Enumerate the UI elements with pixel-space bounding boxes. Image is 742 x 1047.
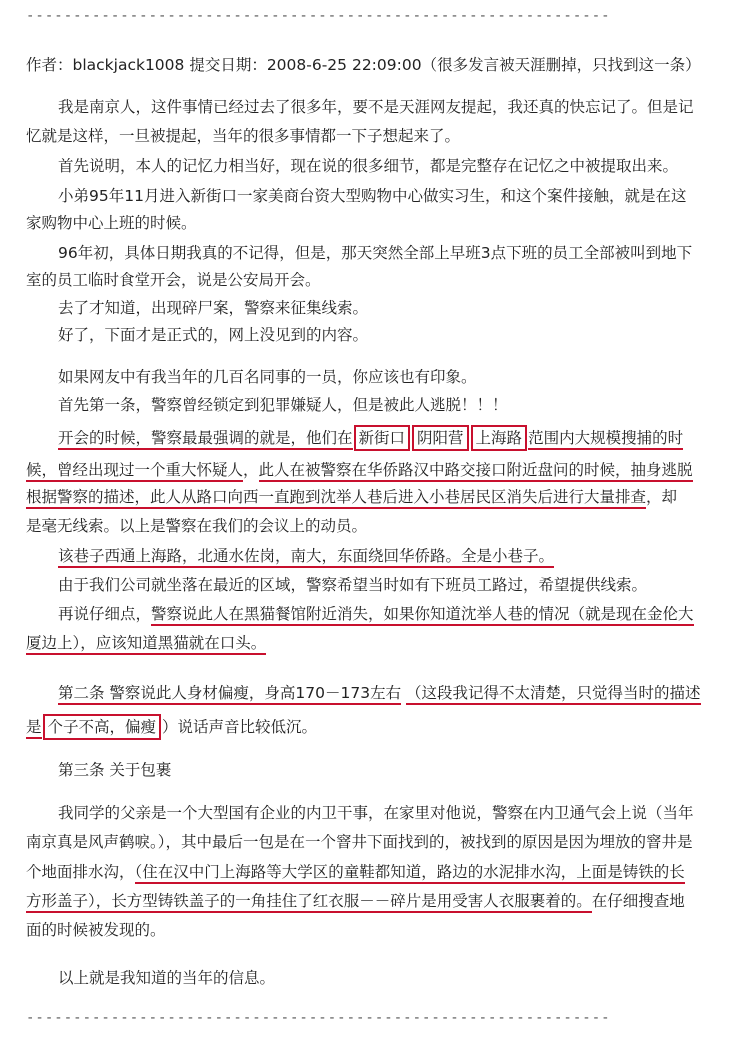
paragraph-line: 室的员工临时食堂开会，说是公安局开会。 [26, 271, 321, 289]
boxed-description: 个子不高，偏瘦 [43, 714, 162, 740]
highlight-line [58, 683, 701, 703]
paragraph-line: 忆就是这样，一旦被提起，当年的很多事情都一下子想起来了。 [26, 127, 461, 145]
paragraph-line: 是毫无线索。以上是警察在我们的会议上的动员。 [26, 517, 368, 535]
plain-text: ，却 [646, 488, 678, 506]
plain-text: 在仔细搜查地 [591, 892, 685, 910]
boxed-place-name: 阴阳营 [412, 425, 469, 451]
paragraph-line: 如果网友中有我当年的几百名同事的一员，你应该也有印象。 [58, 368, 477, 386]
underlined-text: 第二条 警察说此人身材偏瘦，身高170－173左右 [58, 684, 401, 705]
underlined-text: 厦边上），应该知道黑猫就在口头。 [26, 634, 266, 655]
boxed-place-name: 新街口 [354, 425, 411, 451]
highlight-line [26, 633, 266, 653]
paragraph-line: 我是南京人，这件事情已经过去了很多年，要不是天涯网友提起，我还真的快忘记了。但是记 [58, 98, 694, 116]
underlined-text: 方形盖子），长方型铸铁盖子的一角挂住了红衣服－－碎片是用受害人衣服裹着的。 [26, 892, 592, 913]
author-line: 作者：blackjack1008 提交日期：2008-6-25 22:09:00（很多发言被天涯删掉，只找到这一条） [26, 56, 701, 74]
paragraph-line: 以上就是我知道的当年的信息。 [58, 969, 276, 987]
paragraph-line: 首先第一条，警察曾经锁定到犯罪嫌疑人，但是被此人逃脱！！！ [58, 396, 508, 414]
underlined-text: 根据警察的描述，此人从路口向西一直跑到沈举人巷后进入小巷居民区消失后进行大量排查 [26, 488, 646, 509]
underlined-text: （住在汉中门上海路等大学区的童鞋都知道，路边的水泥排水沟，上面是铸铁的长 [135, 863, 685, 884]
highlight-line [26, 862, 685, 882]
paragraph-line: 好了，下面才是正式的，网上没见到的内容。 [58, 326, 369, 344]
plain-text: ）说话声音比较低沉。 [162, 718, 318, 736]
highlight-line [58, 428, 683, 448]
paragraph-line: 第三条 关于包裹 [58, 761, 172, 779]
plain-text: 再说仔细点， [58, 605, 152, 623]
paragraph-line: 我同学的父亲是一个大型国有企业的内卫干事，在家里对他说，警察在内卫通气会上说（当年 [58, 804, 694, 822]
highlight-line [26, 891, 685, 911]
highlight-line [58, 546, 554, 566]
highlight-line [26, 487, 677, 507]
underlined-text: （这段我记得不太清楚，只觉得当时的描述 [406, 684, 701, 705]
underlined-text: 是 [26, 718, 42, 739]
underlined-text: 范围内大规模搜捕的时 [528, 429, 683, 450]
highlight-line [58, 604, 694, 624]
paragraph-line: 南京真是风声鹤唳。），其中最后一包是在一个窨井下面找到的，被找到的原因是因为埋放的窨井是 [26, 833, 693, 851]
plain-text: 个地面排水沟， [26, 863, 135, 881]
paragraph-line: 96年初，具体日期我真的不记得，但是，那天突然全部上早班3点下班的员工全部被叫到地下 [58, 244, 693, 262]
underlined-text: 开会的时候，警察最最强调的就是，他们在 [58, 429, 353, 450]
paragraph-line: 由于我们公司就坐落在最近的区域，警察希望当时如有下班员工路过，希望提供线索。 [58, 576, 648, 594]
underlined-text: 该巷子西通上海路，北通水佐岗，南大，东面绕回华侨路。全是小巷子。 [58, 547, 554, 568]
paragraph-line: 家购物中心上班的时候。 [26, 214, 197, 232]
separator-top: -------------------------------------------------------------- [26, 8, 611, 24]
separator-bottom: -------------------------------------------------------------- [26, 1010, 611, 1026]
underlined-text: 警察说此人在黑猫餐馆附近消失，如果你知道沈举人巷的情况（就是现在金伦大 [151, 605, 694, 626]
comma-text: ， [243, 461, 259, 479]
underlined-text: 此人在被警察在华侨路汉中路交接口附近盘问的时候，抽身逃脱 [259, 461, 693, 482]
boxed-place-name: 上海路 [471, 425, 528, 451]
paragraph-line: 面的时候被发现的。 [26, 921, 166, 939]
highlight-line [26, 460, 693, 480]
paragraph-line: 首先说明，本人的记忆力相当好，现在说的很多细节，都是完整存在记忆之中被提取出来。 [58, 157, 679, 175]
underlined-text: 候，曾经出现过一个重大怀疑人 [26, 461, 243, 482]
paragraph-line: 去了才知道，出现碎尸案，警察来征集线索。 [58, 299, 369, 317]
highlight-line [26, 717, 317, 737]
paragraph-line: 小弟95年11月进入新街口一家美商台资大型购物中心做实习生，和这个案件接触，就是在这 [58, 187, 687, 205]
